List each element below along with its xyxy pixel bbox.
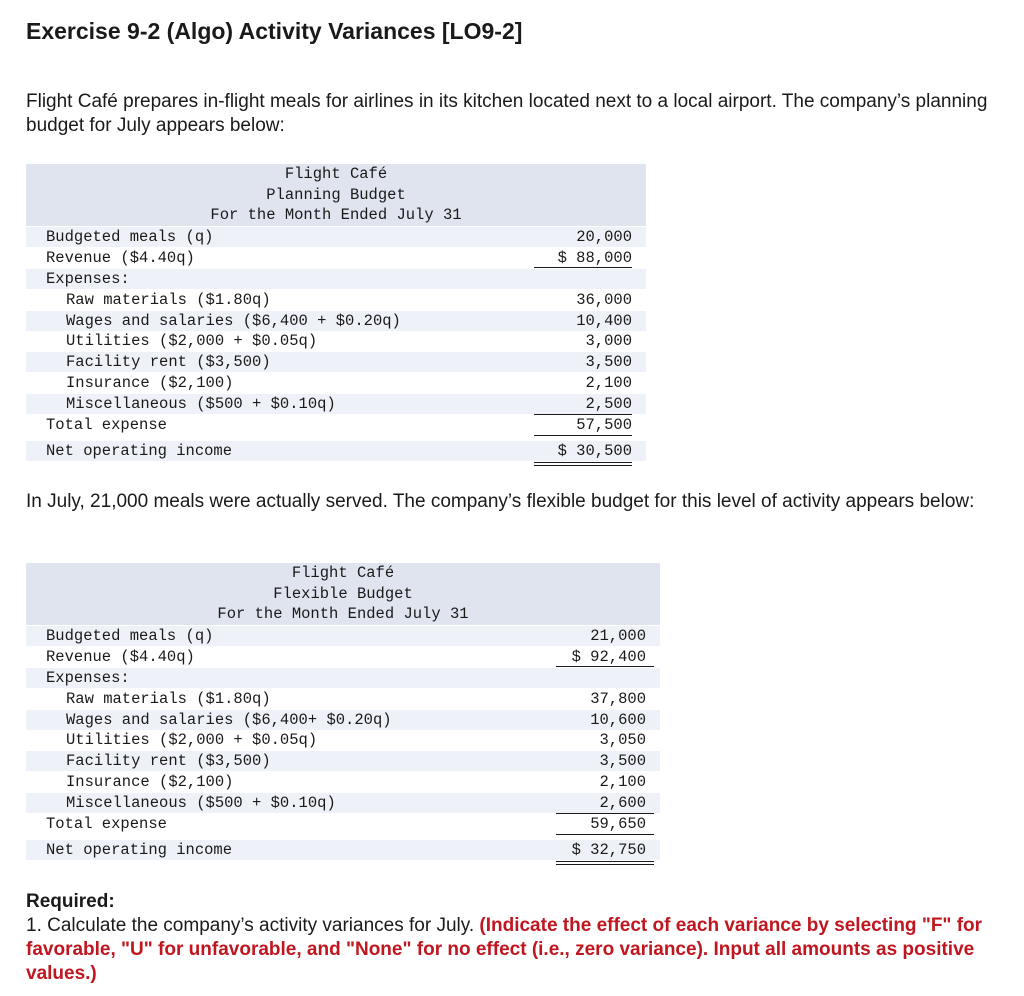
row-value: 3,050 xyxy=(599,731,646,749)
row-value: $ 88,000 xyxy=(557,249,632,267)
table-row xyxy=(26,394,646,414)
row-label: Expenses: xyxy=(46,270,130,288)
statement-name: Planning Budget xyxy=(266,186,406,204)
row-label: Expenses: xyxy=(46,669,130,687)
row-value: 3,000 xyxy=(585,332,632,350)
row-value: 2,100 xyxy=(599,773,646,791)
row-value: 2,600 xyxy=(599,794,646,812)
table-row xyxy=(26,441,646,461)
row-label: Revenue ($4.40q) xyxy=(46,648,195,666)
row-value: 20,000 xyxy=(576,228,632,246)
row-label: Wages and salaries ($6,400+ $0.20q) xyxy=(66,711,392,729)
row-value: 59,650 xyxy=(590,815,646,833)
row-value: 36,000 xyxy=(576,291,632,309)
underline xyxy=(556,834,654,835)
double-underline xyxy=(534,465,632,466)
table-row xyxy=(26,840,660,860)
statement-name: Flexible Budget xyxy=(273,585,413,603)
table-row xyxy=(26,710,660,730)
company-name: Flight Café xyxy=(291,564,395,582)
row-value: 37,800 xyxy=(590,690,646,708)
activity-paragraph: In July, 21,000 meals were actually served. The company’s flexible budget for this level of activity appears below: xyxy=(26,491,975,512)
intro-paragraph: Flight Café prepares in-flight meals for airlines in its kitchen located next to a local airport. The company’s planning budget for July appears below: xyxy=(26,91,988,136)
required-note: (Indicate the effect of each variance by selecting "F" for favorable, "U" for unfavorable, and "None" for no effect (i.e., zero variance). Input all amounts as positive values.) xyxy=(26,915,983,984)
required-instruction xyxy=(26,914,1016,986)
required-section xyxy=(26,890,1016,986)
table-row xyxy=(26,793,660,813)
double-underline xyxy=(534,462,632,463)
double-underline xyxy=(556,864,654,865)
row-value: 10,400 xyxy=(576,312,632,330)
table-row xyxy=(26,373,646,393)
row-label: Revenue ($4.40q) xyxy=(46,249,195,267)
row-label: Facility rent ($3,500) xyxy=(66,752,271,770)
row-label: Facility rent ($3,500) xyxy=(66,353,271,371)
planning-budget-table xyxy=(26,164,646,466)
statement-period: For the Month Ended July 31 xyxy=(217,605,469,623)
table-row xyxy=(26,248,646,268)
row-value: 3,500 xyxy=(585,353,632,371)
row-label: Raw materials ($1.80q) xyxy=(66,690,271,708)
table-row xyxy=(26,689,660,709)
table-row xyxy=(26,668,660,688)
underline xyxy=(534,267,632,268)
row-label: Net operating income xyxy=(46,442,233,460)
table-row xyxy=(26,626,660,646)
company-name: Flight Café xyxy=(284,165,388,183)
table-row xyxy=(26,352,646,372)
row-label: Wages and salaries ($6,400 + $0.20q) xyxy=(66,312,401,330)
table-row xyxy=(26,647,660,667)
statement-period: For the Month Ended July 31 xyxy=(210,206,462,224)
row-value: 2,100 xyxy=(585,374,632,392)
row-label: Budgeted meals (q) xyxy=(46,627,214,645)
flexible-budget-table xyxy=(26,563,660,865)
table-row xyxy=(26,290,646,310)
table-row xyxy=(26,269,646,289)
row-label: Total expense xyxy=(46,815,167,833)
row-value: $ 92,400 xyxy=(571,648,646,666)
row-label: Raw materials ($1.80q) xyxy=(66,291,271,309)
required-heading: Required: xyxy=(26,891,115,912)
row-value: $ 30,500 xyxy=(557,442,632,460)
table-row xyxy=(26,751,660,771)
table-row xyxy=(26,415,646,435)
row-value: 21,000 xyxy=(590,627,646,645)
row-label: Net operating income xyxy=(46,841,233,859)
table-row xyxy=(26,227,646,247)
table-row xyxy=(26,730,660,750)
table-row xyxy=(26,311,646,331)
required-text: 1. Calculate the company’s activity variances for July. xyxy=(26,915,475,936)
page-title: Exercise 9-2 (Algo) Activity Variances [LO9-2] xyxy=(26,18,523,44)
row-value: 10,600 xyxy=(590,711,646,729)
row-label: Utilities ($2,000 + $0.05q) xyxy=(66,332,318,350)
double-underline xyxy=(556,861,654,862)
row-label: Utilities ($2,000 + $0.05q) xyxy=(66,731,318,749)
row-value: 2,500 xyxy=(585,395,632,413)
row-value: 3,500 xyxy=(599,752,646,770)
underline xyxy=(556,666,654,667)
table-row xyxy=(26,331,646,351)
table-row xyxy=(26,814,660,834)
row-label: Insurance ($2,100) xyxy=(66,773,234,791)
row-value: $ 32,750 xyxy=(571,841,646,859)
underline xyxy=(534,435,632,436)
row-label: Insurance ($2,100) xyxy=(66,374,234,392)
row-value: 57,500 xyxy=(576,416,632,434)
row-label: Budgeted meals (q) xyxy=(46,228,214,246)
row-label: Total expense xyxy=(46,416,167,434)
table-row xyxy=(26,772,660,792)
row-label: Miscellaneous ($500 + $0.10q) xyxy=(66,395,336,413)
row-label: Miscellaneous ($500 + $0.10q) xyxy=(66,794,336,812)
